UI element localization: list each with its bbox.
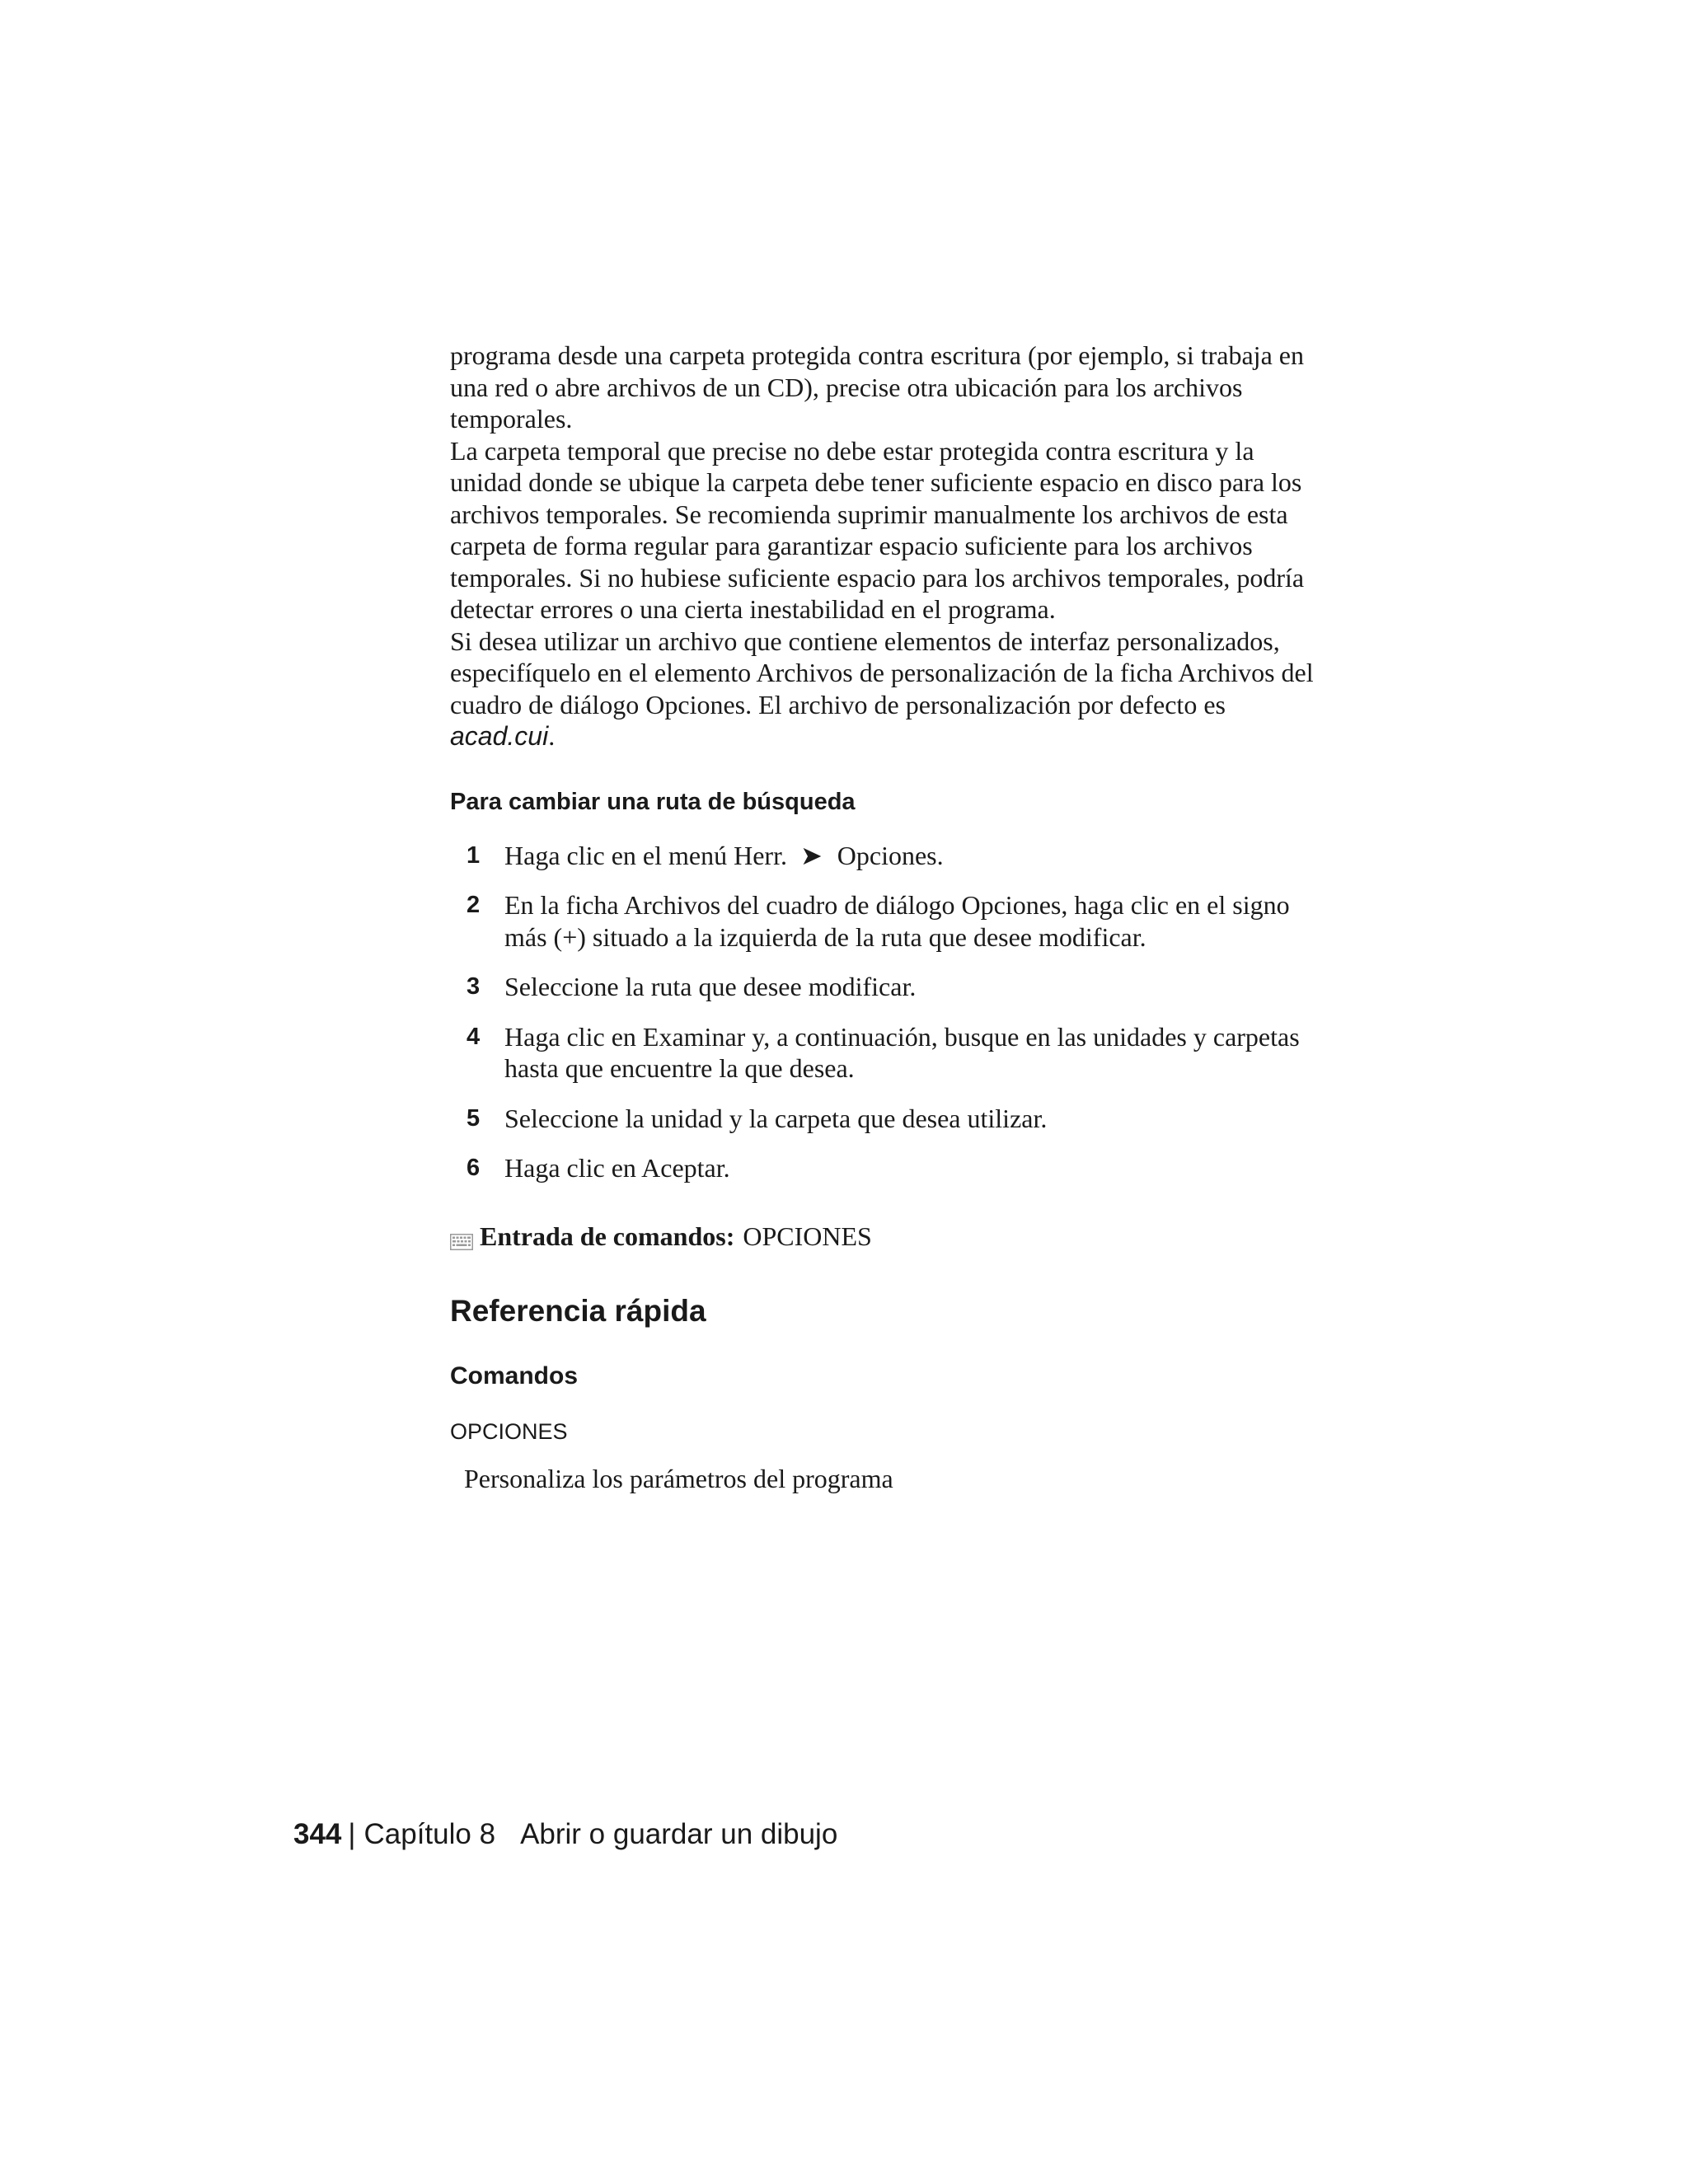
paragraph-text: Si desea utilizar un archivo que contiene elementos de interfaz personalizados, especifíquelo en el elemento Archivos de personalización de la ficha Archivos del cuadro de diálogo Opciones. El archivo de personalización por defecto es [450,626,1314,719]
quick-reference-heading: Referencia rápida [450,1294,706,1328]
step-text: Haga clic en el menú Herr. [504,840,787,870]
keyboard-icon [450,1226,473,1242]
paragraph-end: . [548,721,556,751]
step-text: Haga clic en Examinar y, a continuación, busque en las unidades y carpetas hasta que encuentre la que desea. [504,1021,1300,1083]
step-item [450,971,1324,1003]
page-content [450,340,1324,1495]
step-number: 2 [467,892,481,918]
step-number: 6 [467,1155,481,1181]
step-text-after: Opciones. [837,840,944,870]
step-item [450,1103,1324,1135]
step-number: 4 [467,1023,481,1050]
procedure-heading: Para cambiar una ruta de búsqueda [450,788,856,815]
body-paragraph: programa desde una carpeta protegida contra escritura (por ejemplo, si trabaja en una red o abre archivos de un CD), precise otra ubicación para los archivos temporales. [450,340,1304,434]
command-entry-label: Entrada de comandos: [480,1221,735,1251]
command-description: Personaliza los parámetros del programa [464,1464,893,1493]
body-paragraph [450,626,1324,752]
command-name: OPCIONES [450,1419,568,1444]
procedure-steps [450,840,1324,1184]
step-number: 5 [467,1104,481,1132]
page-footer [293,1816,837,1853]
step-number: 3 [467,973,481,1000]
step-text: Haga clic en Aceptar. [504,1153,730,1183]
command-entry-value: OPCIONES [743,1221,872,1251]
step-item [450,1021,1324,1085]
step-item [450,840,1324,872]
step-text: Seleccione la ruta que desee modificar. [504,972,917,1001]
page-number: 344 [293,1818,342,1850]
step-text: En la ficha Archivos del cuadro de diálogo Opciones, haga clic en el signo más (+) situado a la izquierda de la ruta que desee modificar. [504,890,1290,952]
step-number: 1 [467,841,481,869]
filename: acad.cui [450,721,549,751]
arrow-icon: ➤ [799,840,823,870]
step-item [450,1152,1324,1184]
step-text: Seleccione la unidad y la carpeta que desea utilizar. [504,1103,1048,1133]
step-item [450,889,1324,953]
command-entry [450,1221,1324,1253]
footer-separator: | [348,1818,356,1850]
chapter-title: Abrir o guardar un dibujo [520,1818,838,1850]
body-paragraph: La carpeta temporal que precise no debe estar protegida contra escritura y la unidad donde se ubique la carpeta debe tener suficiente espacio en disco para los archivos temporales. Se recomienda suprimir manualmente los archivos de esta carpeta de forma regular para garantizar espacio suficiente para los archivos temporales. Si no hubiese suficiente espacio para los archivos temporales, podría detectar errores o una cierta inestabilidad en el programa. [450,435,1305,624]
commands-subheading: Comandos [450,1362,579,1390]
chapter-label: Capítulo 8 [363,1818,496,1850]
